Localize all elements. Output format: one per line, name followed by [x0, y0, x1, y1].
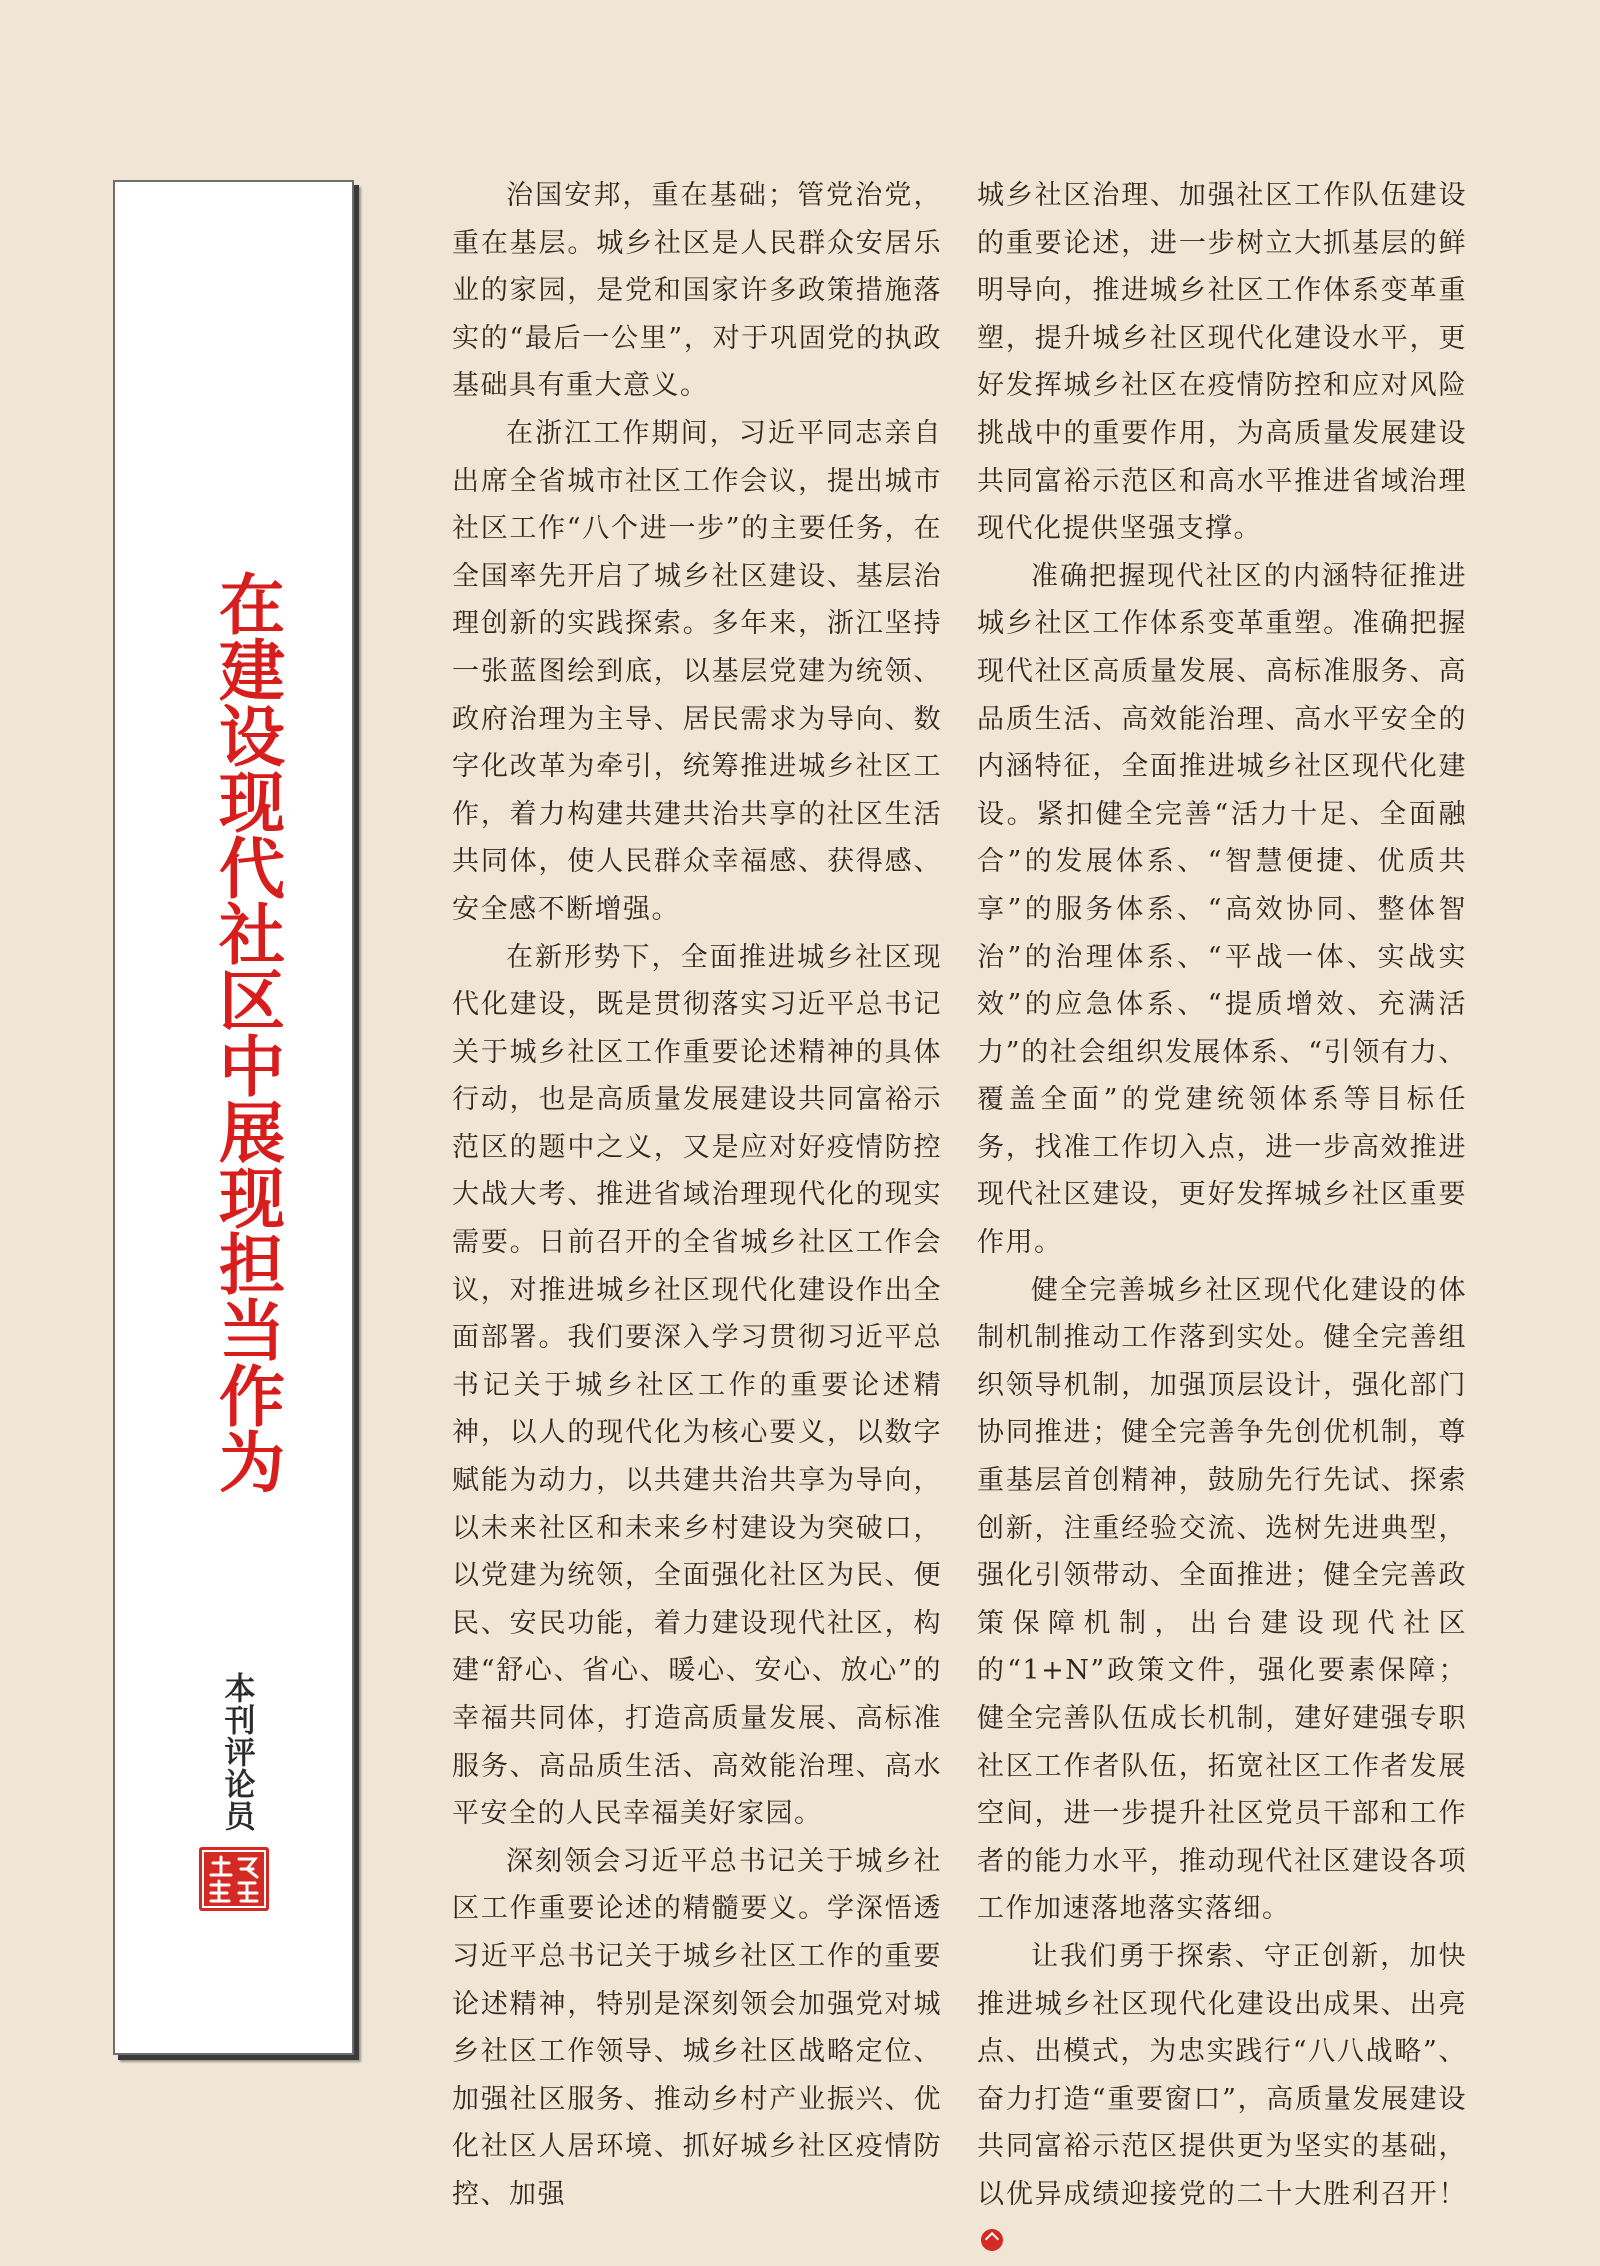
byline: 本刊评论员 [218, 1672, 255, 1832]
seal-icon [199, 1847, 269, 1911]
title-card [113, 180, 354, 2055]
article-column-left [452, 172, 942, 2219]
paragraph: 健全完善城乡社区现代化建设的体制机制推动工作落到实处。健全完善组织领导机制，加强顶层设计，强化部门协同推进；健全完善争先创优机制，尊重基层首创精神，鼓励先行先试、探索创新，注重经验交流、选树先进典型，强化引领带动、全面推进；健全完善政策保障机制，出台建设现代社区的“1+N”政策文件，强化要素保障；健全完善队伍成长机制，建好建强专职社区工作者队伍，拓宽社区工作者发展空间，进一步提升社区党员干部和工作者的能力水平，推动现代社区建设各项工作加速落地落实落细。 [977, 1274, 1467, 1925]
paragraph: 深刻领会习近平总书记关于城乡社区工作重要论述的精髓要义。学深悟透习近平总书记关于城乡社区工作的重要论述精神，特别是深刻领会加强党对城乡社区工作领导、城乡社区战略定位、加强社区服务、推动乡村产业振兴、优化社区人居环境、抓好城乡社区疫情防控、加强 [452, 1845, 942, 2210]
paragraph-final [977, 1933, 1467, 2266]
seal-glyph-icon [199, 1847, 269, 1911]
paragraph: 治国安邦，重在基础；管党治党，重在基层。城乡社区是人民群众安居乐业的家园，是党和国家许多政策措施落实的“最后一公里”，对于巩固党的执政基础具有重大意义。 [452, 180, 942, 402]
paragraph: 在浙江工作期间，习近平同志亲自出席全省城市社区工作会议，提出城市社区工作“八个进一步”的主要任务，在全国率先开启了城乡社区建设、基层治理创新的实践探索。多年来，浙江坚持一张蓝图绘到底，以基层党建为统领、政府治理为主导、居民需求为导向、数字化改革为牵引，统筹推进城乡社区工作，着力构建共建共治共享的社区生活共同体，使人民群众幸福感、获得感、安全感不断增强。 [452, 417, 942, 925]
final-paragraph-text: 让我们勇于探索、守正创新，加快推进城乡社区现代化建设出成果、出亮点、出模式，为忠实践行“八八战略”、奋力打造“重要窗口”，高质量发展建设共同富裕示范区提供更为坚实的基础，以优异成绩迎接党的二十大胜利召开！ [977, 1940, 1467, 2210]
article-column-right [977, 172, 1467, 2266]
paragraph-continued: 城乡社区治理、加强社区工作队伍建设的重要论述，进一步树立大抓基层的鲜明导向，推进城乡社区工作体系变革重塑，提升城乡社区现代化建设水平，更好发挥城乡社区在疫情防控和应对风险挑战中的重要作用，为高质量发展建设共同富裕示范区和高水平推进省域治理现代化提供坚强支撑。 [977, 180, 1467, 545]
paragraph: 在新形势下，全面推进城乡社区现代化建设，既是贯彻落实习近平总书记关于城乡社区工作重要论述精神的具体行动，也是高质量发展建设共同富裕示范区的题中之义，又是应对好疫情防控大战大考、推进省域治理现代化的现实需要。日前召开的全省城乡社区工作会议，对推进城乡社区现代化建设作出全面部署。我们要深入学习贯彻习近平总书记关于城乡社区工作的重要论述精神，以人的现代化为核心要义，以数字赋能为动力，以共建共治共享为导向，以未来社区和未来乡村建设为突破口，以党建为统领，全面强化社区为民、便民、安民功能，着力建设现代社区，构建“舒心、省心、暖心、安心、放心”的幸福共同体，打造高质量发展、高标准服务、高品质生活、高效能治理、高水平安全的人民幸福美好家园。 [452, 941, 942, 1830]
end-mark-icon [981, 2229, 1003, 2251]
paragraph: 准确把握现代社区的内涵特征推进城乡社区工作体系变革重塑。准确把握现代社区高质量发展、高标准服务、高品质生活、高效能治理、高水平安全的内涵特征，全面推进城乡社区现代化建设。紧扣健全完善“活力十足、全面融合”的发展体系、“智慧便捷、优质共享”的服务体系、“高效协同、整体智治”的治理体系、“平战一体、实战实效”的应急体系、“提质增效、充满活力”的社会组织发展体系、“引领有力、覆盖全面”的党建统领体系等目标任务，找准工作切入点，进一步高效推进现代社区建设，更好发挥城乡社区重要作用。 [977, 560, 1467, 1259]
article-title: 在建设现代社区中展现担当作为 [207, 570, 285, 1494]
